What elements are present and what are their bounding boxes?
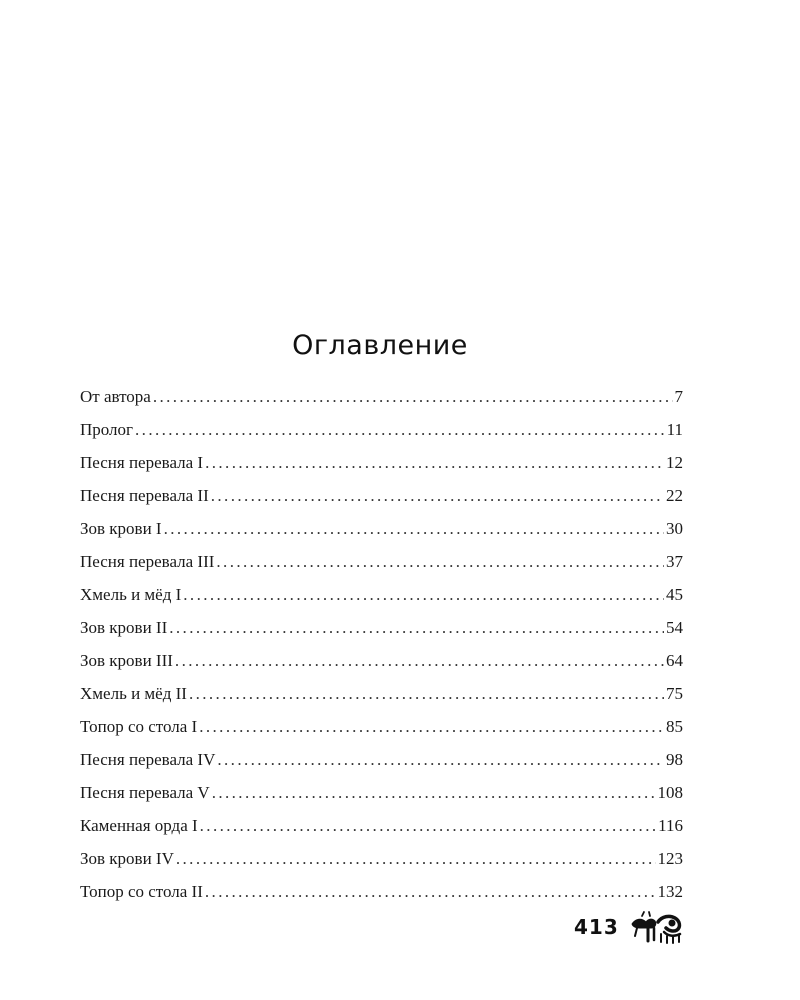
toc-entry-label: Зов крови IV (80, 849, 174, 868)
toc-entry-label: Зов крови III (80, 651, 173, 670)
toc-entry-label: Хмель и мёд II (80, 684, 187, 703)
toc-entry (80, 875, 683, 908)
toc-entry (80, 545, 683, 578)
toc-entry (80, 578, 683, 611)
toc-entry-label: Песня перевала II (80, 486, 209, 505)
dot-leader (205, 875, 656, 908)
toc-entry-label: Топор со стола I (80, 717, 198, 736)
toc-entry-page: 116 (658, 816, 683, 835)
toc-entry (80, 776, 683, 809)
toc-entry (80, 677, 683, 710)
toc-entry (80, 743, 683, 776)
dot-leader (200, 809, 656, 842)
page-title: Оглавление (292, 330, 468, 361)
dot-leader (199, 710, 664, 743)
toc-entry-label: Песня перевала I (80, 453, 204, 472)
toc-entry-page: 132 (657, 882, 683, 901)
dot-leader (216, 545, 664, 578)
dot-leader (189, 677, 664, 710)
toc-entry-page: 11 (666, 420, 683, 439)
toc-entry-label: Зов крови II (80, 618, 168, 637)
toc-entry-page: 30 (666, 519, 683, 538)
dot-leader (135, 413, 665, 446)
toc-entry-page: 45 (666, 585, 683, 604)
toc-entry-label: Топор со стола II (80, 882, 203, 901)
toc-entry-label: Песня перевала III (80, 552, 215, 571)
dot-leader (205, 446, 664, 479)
toc-entry (80, 611, 683, 644)
dot-leader (183, 578, 664, 611)
dot-leader (164, 512, 664, 545)
toc-entry (80, 479, 683, 512)
toc-entry-label: Песня перевала IV (80, 750, 216, 769)
toc-entry-label: От автора (80, 387, 151, 406)
toc-entry-page: 98 (666, 750, 683, 769)
toc-entry (80, 413, 683, 446)
toc-entry-label: Хмель и мёд I (80, 585, 182, 604)
toc-entry-page: 64 (666, 651, 683, 670)
dot-leader (169, 611, 664, 644)
toc-entry-page: 75 (666, 684, 683, 703)
toc-entry-page: 54 (666, 618, 683, 637)
dot-leader (212, 776, 656, 809)
toc-entry (80, 380, 683, 413)
toc-entry-page: 108 (657, 783, 683, 802)
toc-entry-page: 123 (657, 849, 683, 868)
toc-entry (80, 446, 683, 479)
toc-entry-page: 37 (666, 552, 683, 571)
toc-entry (80, 710, 683, 743)
toc-entry (80, 644, 683, 677)
toc-entry-page: 22 (666, 486, 683, 505)
dot-leader (176, 842, 656, 875)
toc-entry (80, 842, 683, 875)
dot-leader (211, 479, 664, 512)
dot-leader (175, 644, 664, 677)
decorative-figure-icon (628, 910, 686, 946)
dot-leader (153, 380, 673, 413)
toc-entry-page: 7 (674, 387, 683, 406)
toc-entry-page: 12 (666, 453, 683, 472)
toc-entry-label: Пролог (80, 420, 134, 439)
toc-entry-label: Песня перевала V (80, 783, 210, 802)
toc-entry (80, 809, 683, 842)
table-of-contents (80, 380, 683, 908)
toc-entry-page: 85 (666, 717, 683, 736)
toc-entry (80, 512, 683, 545)
toc-entry-label: Каменная орда I (80, 816, 198, 835)
toc-entry-label: Зов крови I (80, 519, 162, 538)
page-number: 413 (574, 915, 619, 939)
dot-leader (217, 743, 664, 776)
